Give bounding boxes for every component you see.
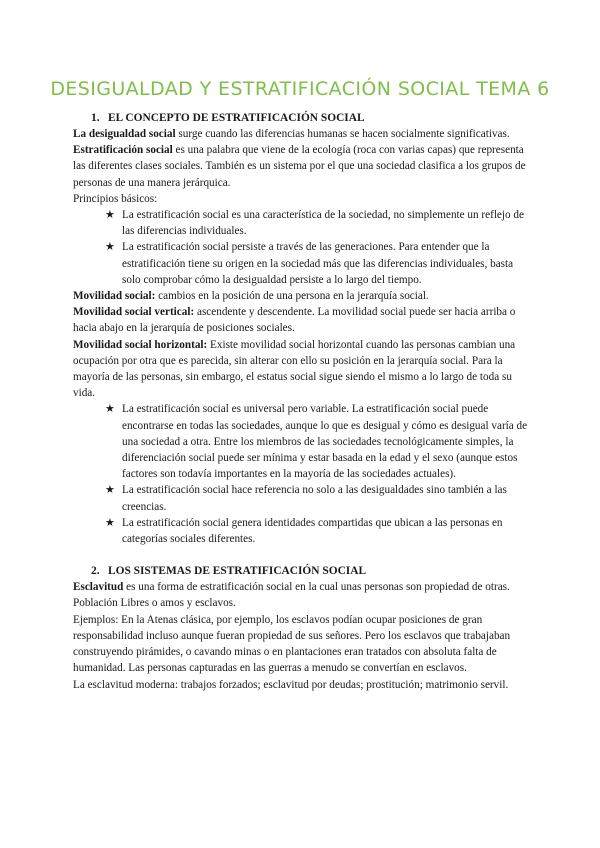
list-item xyxy=(105,207,531,239)
term: La desigualdad social xyxy=(73,128,176,140)
list-item-text: La estratificación social hace referencia no solo a las desigualdades sino también a las creencias. xyxy=(122,484,507,513)
section-title: LOS SISTEMAS DE ESTRATIFICACIÓN SOCIAL xyxy=(108,565,367,578)
list-item-text: La estratificación social genera identidades compartidas que ubican a las personas en categorías sociales diferentes. xyxy=(122,516,503,546)
star-icon: ★ xyxy=(105,208,115,222)
list-item xyxy=(105,239,531,288)
section-title: EL CONCEPTO DE ESTRATIFICACIÓN SOCIAL xyxy=(108,112,365,124)
paragraph-ejemplos: Ejemplos: En la Atenas clásica, por ejemplo, los esclavos podían ocupar posiciones de gran responsabilidad incluso aunque fueran propiedad de sus señores. Pero los esclavos que trabajaban construyendo pirámides, o cavando minas o en plantaciones eran tratados con absoluta falta de humanidad. Las personas capturadas en las guerras a menudo se convertían en esclavos. xyxy=(73,613,511,675)
star-icon: ★ xyxy=(105,515,115,529)
paragraph-text: es una palabra que viene de la ecología (roca con varias capas) que representa las diferentes clases sociales. También es un sistema por el que una sociedad clasifica a los grupos de personas de una manera jerárquica. xyxy=(73,144,526,189)
paragraph-text: cambios en la posición de una persona en la jerarquía social. xyxy=(155,290,429,303)
principles-label: Principios básicos: xyxy=(73,192,158,205)
paragraph-movilidad-vertical xyxy=(73,304,531,336)
section-number: 2. xyxy=(91,565,100,578)
section-1-heading xyxy=(73,110,531,126)
paragraph-text: surge cuando las diferencias humanas se hacen socialmente significativas. xyxy=(175,128,510,140)
bullet-list xyxy=(73,207,531,288)
paragraph-esclavitud-moderna: La esclavitud moderna: trabajos forzados; esclavitud por deudas; prostitución; matrimonio servil. xyxy=(73,678,509,691)
list-item-text: La estratificación social persiste a través de las generaciones. Para entender que la estratificación tiene su origen en la sociedad más que las diferencias individuales, basta solo comprobar cómo la desigualdad persiste a lo largo del tiempo. xyxy=(122,241,514,286)
paragraph-text: es una forma de estratificación social en la cual unas personas son propiedad de otras. xyxy=(123,581,510,594)
star-icon: ★ xyxy=(105,402,115,416)
list-item xyxy=(105,515,531,547)
spacer xyxy=(73,547,531,563)
list-item xyxy=(105,482,531,514)
paragraph-estratificacion xyxy=(73,142,531,191)
term: Estratificación social xyxy=(73,144,173,157)
list-item-text: La estratificación social es universal pero variable. La estratificación social puede encontrarse en todas las sociedades, aunque lo que es desigual y cómo es desigual varía de una sociedad a otra. Entre los miembros de las sociedades tecnológicamente simples, la diferenciación social puede ser mínima y estar basada en la edad y el sexo (aunque estos factores son todavía importantes en la mayoría de las sociedades actuales). xyxy=(122,403,528,481)
page-title: DESIGUALDAD Y ESTRATIFICACIÓN SOCIAL TEMA 6 xyxy=(50,78,550,100)
section-number: 1. xyxy=(91,112,100,124)
document-body xyxy=(73,110,531,693)
list-item-text: La estratificación social es una característica de la sociedad, no simplemente un reflejo de las diferencias individuales. xyxy=(122,209,524,238)
paragraph-movilidad xyxy=(73,288,531,304)
paragraph-text: Existe movilidad social horizontal cuando las personas cambian una ocupación por otra que es parecida, sin alterar con ello su posición en la jerarquía social. Para la mayoría de las personas, sin embargo, el estatus social sigue siendo el mismo a lo largo de toda su vida. xyxy=(73,338,516,400)
term: Movilidad social: xyxy=(73,290,156,303)
list-item xyxy=(105,401,531,482)
paragraph-esclavitud xyxy=(73,579,531,595)
paragraph-movilidad-horizontal xyxy=(73,337,531,402)
term: Movilidad social vertical: xyxy=(73,306,195,319)
bullet-list xyxy=(73,401,531,547)
section-2-heading xyxy=(73,563,531,579)
paragraph-poblacion: Población Libres o amos y esclavos. xyxy=(73,597,236,610)
star-icon: ★ xyxy=(105,483,115,497)
paragraph-text: ascendente y descendente. La movilidad social puede ser hacia arriba o hacia abajo en la jerarquía de posiciones sociales. xyxy=(73,306,516,335)
star-icon: ★ xyxy=(105,240,115,254)
term: Esclavitud xyxy=(73,581,124,594)
paragraph-desigualdad xyxy=(73,126,531,142)
term: Movilidad social horizontal: xyxy=(73,338,208,351)
